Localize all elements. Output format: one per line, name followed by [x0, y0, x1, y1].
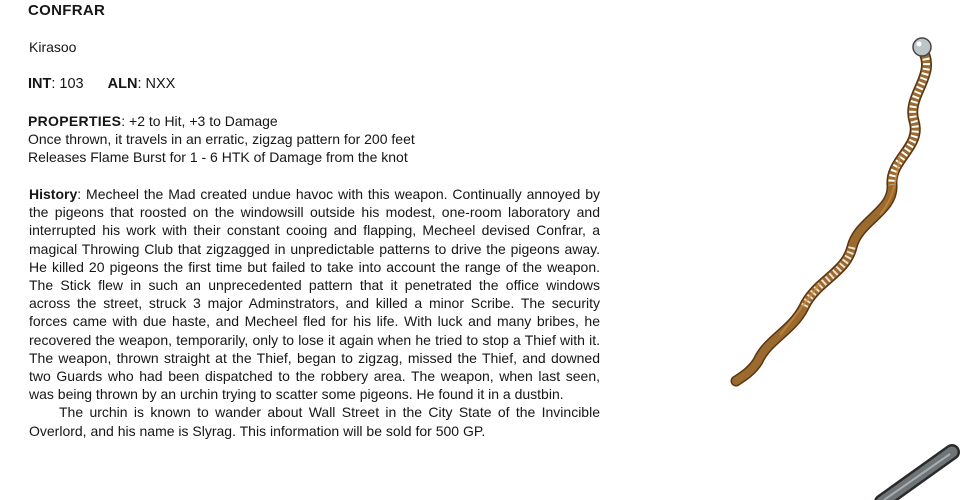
history-paragraph-1: History: Mecheel the Mad created undue havoc with this weapon. Continually annoyed by the pigeons that roosted on the windowsill outside his modest, one-room laboratory and interrupted his work with their constant cooing and flapping, Mecheel devised Confrar, a magical Throwing Club that zigzagged in unpredictable patterns to drive the pigeons away. He killed 20 pigeons the first time but failed to take into account the range of the weapon. The Stick flew in such an unprecedented pattern that it penetrated the office windows across the street, struck 3 major Adminstrators, and killed a minor Scribe. The security forces came with due haste, and Mecheel fled for his life. With luck and many bribes, he recovered the weapon, temporarily, only to lose it again when he tried to stop a Thief with it. The weapon, thrown straight at the Thief, began to zigzag, missed the Thief, and downed two Guards who had been dispatched to the robbery area. The weapon, when last seen, was being thrown by an urchin trying to scatter some pigeons. He found it in a dustbin. — [29, 186, 601, 403]
item-alias: Kirasoo — [29, 39, 77, 55]
int-value: 103 — [59, 76, 84, 92]
knob-highlight — [917, 42, 922, 47]
history-text-1: Mecheel the Mad created undue havoc with this weapon. Continually annoyed by the pigeons that roosted on the windowsill outside his modest, one-room laboratory and interrupted his work with their constant cooing and flapping, Mecheel devised Confrar, a magical Throwing Club that zigzagged in unpredictable patterns to drive the pigeons away. He killed 20 pigeons the first time but failed to take into account the range of the weapon. The Stick flew in such an unprecedented pattern that it penetrated the office windows across the street, struck 3 major Adminstrators, and killed a minor Scribe. The security forces came with due haste, and Mecheel fled for his life. With luck and many bribes, he recovered the weapon, temporarily, only to lose it again when he tried to stop a Thief with it. The weapon, thrown straight at the Thief, began to zigzag, missed the Thief, and downed two Guards who had been dispatched to the robbery area. The weapon, when last seen, was being thrown by an urchin trying to scatter some pigeons. He found it in a dustbin. — [29, 186, 601, 403]
property-1: +2 to Hit, +3 to Damage — [129, 113, 278, 129]
history-section — [29, 185, 600, 440]
properties-label: PROPERTIES — [28, 113, 122, 129]
aln-value: NXX — [145, 76, 176, 92]
item-stats: INT: 103 ALN: NXX — [28, 76, 176, 92]
club-knob-icon — [913, 38, 931, 56]
properties-section — [28, 112, 415, 166]
club-end-highlight — [884, 454, 950, 500]
property-3: Releases Flame Burst for 1 - 6 HTK of Damage from the knot — [28, 149, 408, 165]
aln-label: ALN — [107, 76, 138, 92]
properties-line: PROPERTIES: +2 to Hit, +3 to Damage — [28, 113, 278, 129]
club-outline — [736, 49, 927, 381]
int-label: INT — [28, 76, 52, 92]
throwing-club-illustration — [700, 25, 960, 395]
history-paragraph-2: The urchin is known to wander about Wall Street in the City State of the Invincible Overlord, and his name is Slyrag. This information will be sold for 500 GP. — [29, 404, 600, 439]
history-label: History — [29, 186, 78, 202]
second-club-illustration — [860, 430, 970, 500]
property-2: Once thrown, it travels in an erratic, zigzag pattern for 200 feet — [28, 131, 415, 147]
item-title: CONFRAR — [28, 2, 106, 19]
club-shaft — [736, 49, 927, 381]
